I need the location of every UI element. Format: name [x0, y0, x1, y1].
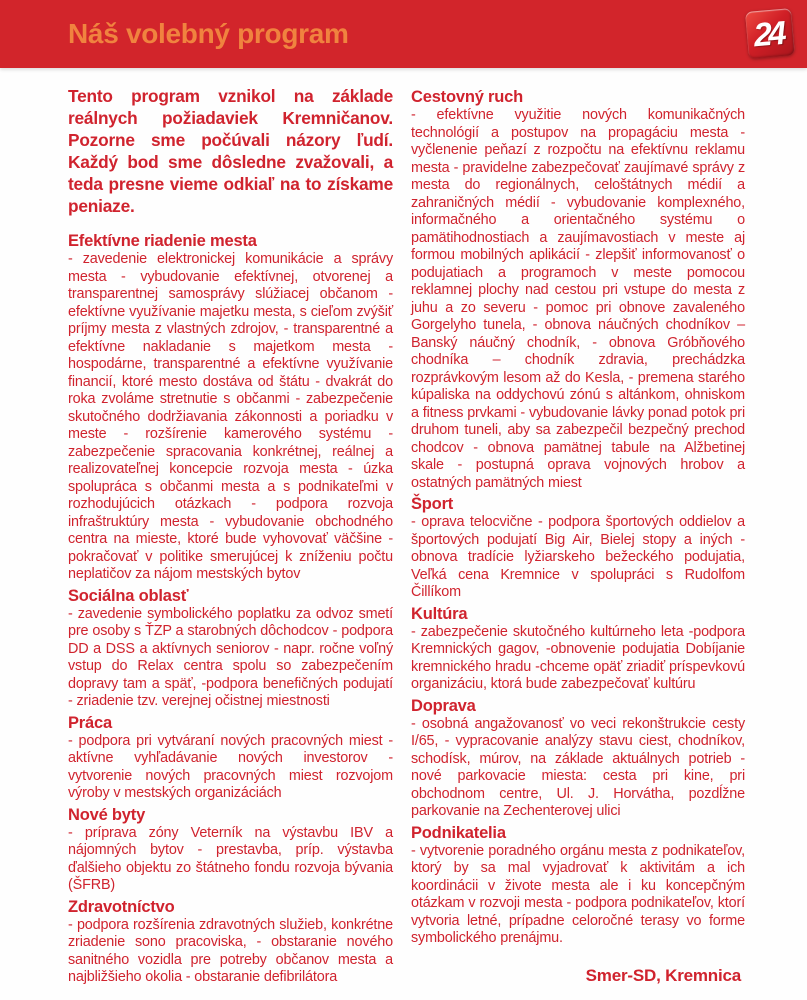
section-body: - podpora rozšírenia zdravotných služieb, konkrétne zriadenie sono pracoviska, - obstaranie nového sanitného vozidla pre potreby občanov mesta a najbližšieho okolia - obstaranie defibrilátora	[68, 916, 393, 985]
section-heading: Doprava	[411, 696, 476, 715]
section-body: - zabezpečenie skutočného kultúrneho leta -podpora Kremnických gagov, -obnovenie podujatia Dobíjanie kremnického hradu -chceme opäť zriadiť príspevkovú organizáciu, ktorá bude zabezpečovať kultúru	[411, 623, 745, 692]
section-heading: Efektívne riadenie mesta	[68, 232, 257, 250]
section-kultura	[411, 605, 745, 694]
section-heading: Kultúra	[411, 604, 468, 623]
section-heading: Zdravotníctvo	[68, 897, 175, 916]
section-body: - osobná angažovanosť vo veci rekonštrukcie cesty I/65, - vypracovanie analýzy stavu ciest, chodníkov, schodísk, múrov, na základe aktuálnych potrieb - nové parkovacie miesta: cesta pri kine, pri obchodnom centre, Ul. J. Horvátha, pozdĺžne parkovanie na Zechenterovej ulici	[411, 715, 745, 819]
section-heading: Cestovný ruch	[411, 88, 524, 106]
header-bar	[0, 0, 807, 68]
section-body: - zavedenie symbolického poplatku za odvoz smetí pre osoby s ŤZP a starobných dôchodcov - podpora DD a DSS a aktívnych seniorov - napr. ročne voľný vstup do Relax centra spolu so zabezpečením dopravy tam a späť, -podpora benefičných podujatí - zriadenie tzv. verejnej očistnej miestnosti	[68, 605, 393, 709]
section-body: - efektívne využitie nových komunikačných technológií a postupov na propagáciu mesta - vyčlenenie peňazí z rozpočtu na efektívnu reklamu mesta - pravidelne zabezpečovať zaujímavé správy z mesta do regionálnych, celoštátnych médií a zahraničných médií - vybudovanie komplexného, informačného a orientačného systému o pamätihodnostiach a zaujímavostiach v meste aj formou mobilných aplikácií - zlepšiť informovanosť o podujatiach a programoch v meste pomocou reklamnej plochy nad cestou pri vstupe do mesta z juhu a zo severu - pomoc pri obnove zavaleného Gorgelyho tunela, - obnova náučných chodníkov – Banský náučný chodník, - obnova Gróbňového chodníka – chodník zdravia, prechádzka rozprávkovým lesom až do Kesla, - premena starého kúpaliska na oddychovú zónú s altánkom, ohniskom a fitness prvkami - vybudovanie lávky ponad potok pri druhom tuneli, aby sa zabezpečil bezpečný prechod chodcov - obnova pamätnej tabule na Alžbetinej skale - postupná oprava vojnových hrobov a ostatných pamätných miest	[411, 107, 745, 491]
section-sport	[411, 495, 745, 602]
section-zdravotnictvo	[68, 898, 393, 987]
section-body: - vytvorenie poradného orgánu mesta z podnikateľov, ktorý by sa mal vyjadrovať k aktivitám a ich koordinácii v živote mesta ale i ku koncepčným otázkam v rozvoji mesta - podpora podnikateľov, ktorí vytvoria letné, prípadne celoročné terasy vo forme symbolického prenájmu.	[411, 842, 745, 946]
right-column	[411, 85, 745, 1000]
logo-text: 24	[752, 13, 784, 53]
section-cestovny-ruch	[411, 88, 745, 492]
section-heading: Sociálna oblasť	[68, 586, 189, 605]
left-column	[68, 85, 393, 1000]
section-heading: Nové byty	[68, 805, 146, 824]
section-heading: Práca	[68, 713, 112, 732]
section-praca	[68, 714, 393, 803]
intro-paragraph: Tento program vznikol na základe reálnych požiadaviek Kremničanov. Pozorne sme počúvali názory ľudí. Každý bod sme dôsledne zvažovali, a teda presne vieme odkiaľ na to získame peniaze.	[68, 86, 393, 216]
section-doprava	[411, 697, 745, 821]
section-efektivne-riadenie-mesta	[68, 232, 393, 584]
news24-logo-icon	[745, 8, 795, 59]
section-body: - zavedenie elektronickej komunikácie a správy mesta - vybudovanie efektívnej, otvorenej a transparentnej samosprávy slúžiacej občanom - efektívne využívanie majetku mesta, s cieľom zvýšiť príjmy mesta z vlastných zdrojov, - transparentné a efektívne nakladanie s majetkom mesta - hospodárne, transparentné a efektívne využívanie financií, ktoré mesto dostáva od štátu - dvakrát do roka zvoláme stretnutie s občanmi - zabezpečenie skutočného dodržiavania zákonnosti a poriadku v meste - rozšírenie kamerového systému - zabezpečenie spracovania konkrétnej, reálnej a realizovateľnej koncepcie rozvoja mesta - úzka spolupráca s občanmi mesta a s podnikateľmi v rozhodujúcich otázkach - podpora rozvoja infraštruktúry mesta - vybudovanie obchodného centra na mieste, ktoré bude vyhovovať väčšine - pokračovať v politike smerujúcej k zníženiu počtu neplatičov za nájom mestských bytov	[68, 251, 393, 582]
section-body: - podpora pri vytváraní nových pracovných miest - aktívne vyhľadávanie nových investorov - vytvorenie nových pracovných miest rozvojom výroby v mestských organizáciách	[68, 732, 393, 801]
section-body: - príprava zóny Veterník na výstavbu IBV a nájomných bytov - prestavba, príp. výstavba ďalšieho objektu zo štátneho fondu rozvoja bývania (ŠFRB)	[68, 824, 393, 893]
page-title: Náš volebný program	[68, 18, 349, 49]
party-signature: Smer-SD, Kremnica	[585, 966, 741, 985]
section-heading: Šport	[411, 495, 454, 513]
section-socialna-oblast	[68, 587, 393, 711]
section-podnikatelia	[411, 824, 745, 948]
section-heading: Podnikatelia	[411, 823, 506, 842]
program-content	[0, 68, 807, 1000]
section-nove-byty	[68, 806, 393, 895]
section-body: - oprava telocvične - podpora športových oddielov a športových podujatí Big Air, Bielej stopy a iných - obnova tradície lyžiarskeho bežeckého podujatia, Veľká cena Kremnice v spolupráci s Rudolfom Čillíkom	[411, 514, 745, 600]
